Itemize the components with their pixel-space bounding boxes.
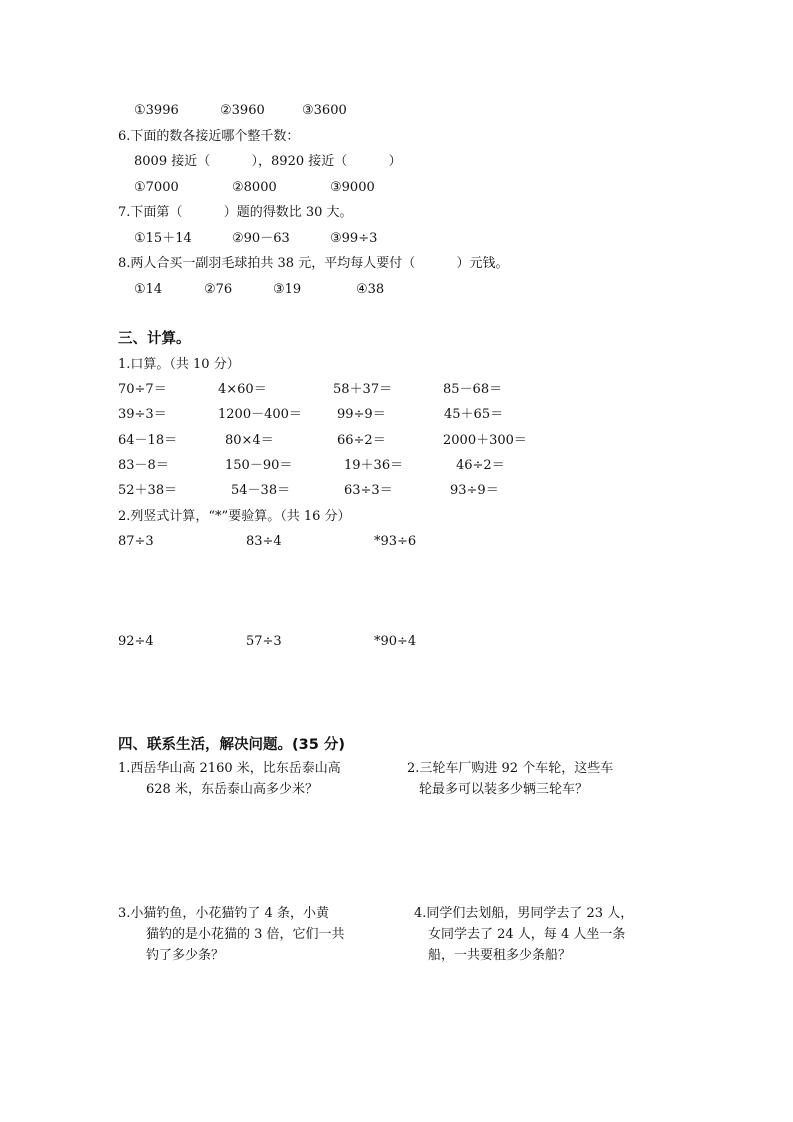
q6-line: 8009 接近（ ），8920 接近（ ）	[134, 154, 402, 169]
section4-title: 四、联系生活，解决问题。(35 分)	[118, 737, 345, 753]
q6-title: 6.下面的数各接近哪个整千数：	[118, 129, 300, 144]
oral-calc-item: 4×60＝	[218, 382, 267, 397]
q6-option-2: ②8000	[232, 180, 277, 195]
q8-option-4: ④38	[356, 282, 385, 297]
problem-1-line-1: 1.西岳华山高 2160 米，比东岳泰山高	[118, 761, 341, 776]
vertical-calc-item: *90÷4	[374, 634, 417, 649]
oral-calc-item: 46÷2＝	[456, 458, 505, 473]
oral-calc-item: 52＋38＝	[118, 483, 178, 498]
q8-title: 8.两人合买一副羽毛球拍共 38 元，平均每人要付（ ）元钱。	[118, 256, 509, 271]
oral-calc-item: 64－18＝	[118, 433, 178, 448]
q8-option-2: ②76	[204, 282, 233, 297]
prev-option-2: ②3960	[220, 103, 265, 118]
problem-3-line-1: 3.小猫钓鱼，小花猫钓了 4 条，小黄	[118, 906, 329, 921]
oral-calc-item: 70÷7＝	[118, 382, 167, 397]
oral-calc-item: 1200－400＝	[218, 407, 302, 422]
oral-calc-item: 39÷3＝	[118, 407, 167, 422]
oral-calc-item: 19＋36＝	[344, 458, 404, 473]
q7-title: 7.下面第（ ）题的得数比 30 大。	[118, 205, 353, 220]
oral-calc-item: 54－38＝	[231, 483, 291, 498]
problem-4-line-3: 船，一共要租多少条船？	[428, 948, 572, 963]
oral-calc-item: 80×4＝	[225, 433, 274, 448]
vertical-calc-item: *93÷6	[374, 534, 417, 549]
oral-calc-item: 45＋65＝	[444, 407, 504, 422]
problem-3-line-2: 猫钓的是小花猫的 3 倍，它们一共	[146, 927, 345, 942]
problem-4-line-2: 女同学去了 24 人，每 4 人坐一条	[428, 927, 626, 942]
vertical-calc-item: 87÷3	[118, 534, 154, 549]
problem-3-line-3: 钓了多少条？	[146, 948, 225, 963]
oral-calc-item: 83－8＝	[118, 458, 169, 473]
oral-calc-item: 93÷9＝	[450, 483, 499, 498]
q7-option-1: ①15＋14	[134, 231, 192, 246]
oral-calc-item: 2000＋300＝	[443, 433, 527, 448]
oral-calc-item: 150－90＝	[225, 458, 293, 473]
oral-calc-item: 85－68＝	[443, 382, 503, 397]
q7-option-2: ②90－63	[232, 231, 290, 246]
oral-calc-item: 58＋37＝	[333, 382, 393, 397]
oral-calc-item: 63÷3＝	[344, 483, 393, 498]
q6-option-1: ①7000	[134, 180, 179, 195]
problem-1-line-2: 628 米，东岳泰山高多少米？	[146, 782, 318, 797]
oral-calc-item: 99÷9＝	[337, 407, 386, 422]
q8-option-1: ①14	[134, 282, 163, 297]
oral-calc-item: 66÷2＝	[337, 433, 386, 448]
q8-option-3: ③19	[273, 282, 302, 297]
problem-2-line-1: 2.三轮车厂购进 92 个车轮，这些车	[407, 761, 614, 776]
section3-title: 三、计算。	[118, 331, 191, 347]
oral-calc-title: 1.口算。（共 10 分）	[118, 357, 240, 372]
problem-2-line-2: 轮最多可以装多少辆三轮车？	[419, 782, 589, 797]
vertical-calc-item: 57÷3	[246, 634, 282, 649]
prev-option-3: ③3600	[302, 103, 347, 118]
vertical-calc-title: 2.列竖式计算，“*”要验算。（共 16 分）	[118, 509, 351, 524]
q7-option-3: ③99÷3	[330, 231, 378, 246]
problem-4-line-1: 4.同学们去划船，男同学去了 23 人，	[414, 906, 634, 921]
prev-option-1: ①3996	[134, 103, 179, 118]
q6-option-3: ③9000	[330, 180, 375, 195]
vertical-calc-item: 83÷4	[246, 534, 282, 549]
vertical-calc-item: 92÷4	[118, 634, 154, 649]
